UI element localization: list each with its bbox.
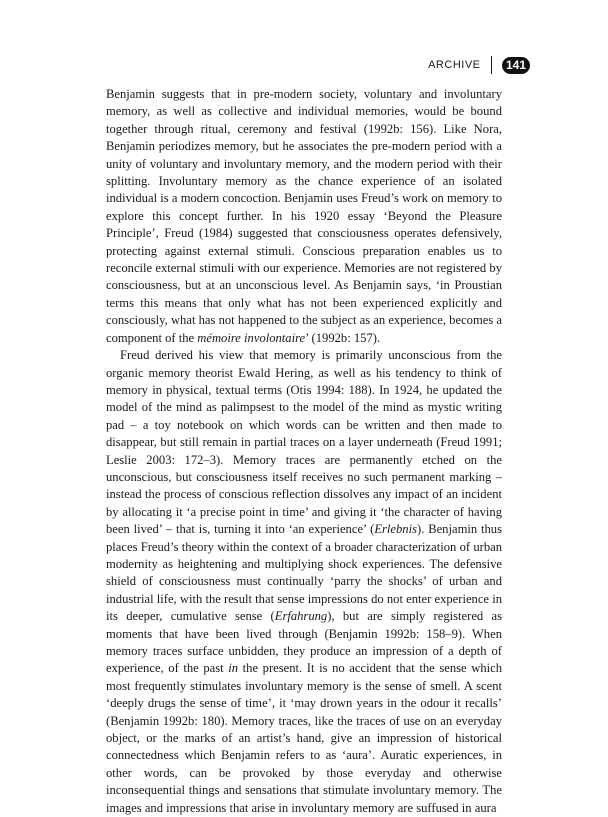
body-text — [106, 86, 502, 817]
running-head — [428, 56, 530, 74]
paragraph-2-text-b: ). Benjamin thus places Freud’s theory within the context of a broader characterization of urban modernity as heightening and multiplying shock experiences. The defensive shield of consciousness must continually ‘parry the shocks’ of urban and industrial life, with the result that sense impressions do not enter experience in its deeper, cumulative sense ( — [106, 522, 502, 624]
paragraph-2-text-d: the present. It is no accident that the sense which most frequently stimulates involuntary memory is the sense of smell. A scent ‘deeply drugs the sense of time’, it ‘may drown years in the odour it recalls’ (Benjamin 1992b: 180). Memory traces, like the traces of use on an everyday object, or the marks of an artist’s hand, give an impression of historical connectedness which Benjamin refers to as ‘aura’. Auratic experiences, in other words, can be provoked by those everyday and otherwise inconsequential things and sensations that stimulate involuntary memory. The images and impressions that arise in involuntary memory are suffused in aura — [106, 661, 503, 815]
paragraph-1-text-a: Benjamin suggests that in pre-modern society, voluntary and involuntary memory, as well as collective and individual memories, would be bound together through ritual, ceremony and festival (1992b: 156). Like Nora, Benjamin periodizes memory, but he associates the pre-modern period with a unity of voluntary and involuntary memory, and the modern period with their splitting. Involuntary memory as the chance experience of an isolated individual is a modern concoction. Benjamin uses Freud’s work on memory to explore this concept further. In his 1920 essay ‘Beyond the Pleasure Principle’, Freud (1984) suggested that consciousness operates defensively, protecting against external stimuli. Conscious preparation enables us to reconcile external stimuli with our experience. Memories are not registered by consciousness, but at an unconscious level. As Benjamin says, ‘in Proustian terms this means that only what has not been experienced explicitly and consciously, what has not happened to the subject as an experience, becomes a component of the — [106, 87, 502, 345]
header-divider — [491, 56, 493, 74]
section-title: ARCHIVE — [428, 59, 481, 71]
paragraph-2-text-a: Freud derived his view that memory is primarily unconscious from the organic memory theorist Ewald Hering, as well as his tendency to think of memory in physical, textual terms (Otis 1994: 188). In 1924, he updated the model of the mind as palimpsest to the model of the mind as mystic writing pad – a toy notebook on which words can be written and then made to disappear, but still remain in partial traces on a layer underneath (Freud 1991; Leslie 2003: 172–3). Memory traces are permanently etched on the unconscious, but consciousness itself receives no such permanent marking – instead the process of conscious reflection dissolves any impact of an incident by allocating it ‘a precise point in time’ and giving it ‘the character of having been lived’ – that is, turning it into ‘an experience’ ( — [106, 348, 502, 537]
paragraph-1-text-b: ’ (1992b: 157). — [305, 330, 381, 345]
italic-term-erfahrung: Erfahrung — [274, 609, 328, 624]
italic-term-erlebnis: Erlebnis — [374, 522, 418, 537]
paragraph-2-text-c: ), but are simply registered as moments that have been lived through (Benjamin 1992b: 158–9). When memory traces surface unbidden, they produce an impression of a depth of experience, of the past — [106, 609, 502, 676]
italic-term-memoire-involontaire: mémoire involontaire — [197, 330, 306, 345]
italic-word-in: in — [228, 661, 239, 676]
paragraph-2 — [106, 347, 502, 817]
page-number: 141 — [502, 57, 530, 74]
paragraph-1 — [106, 86, 502, 347]
